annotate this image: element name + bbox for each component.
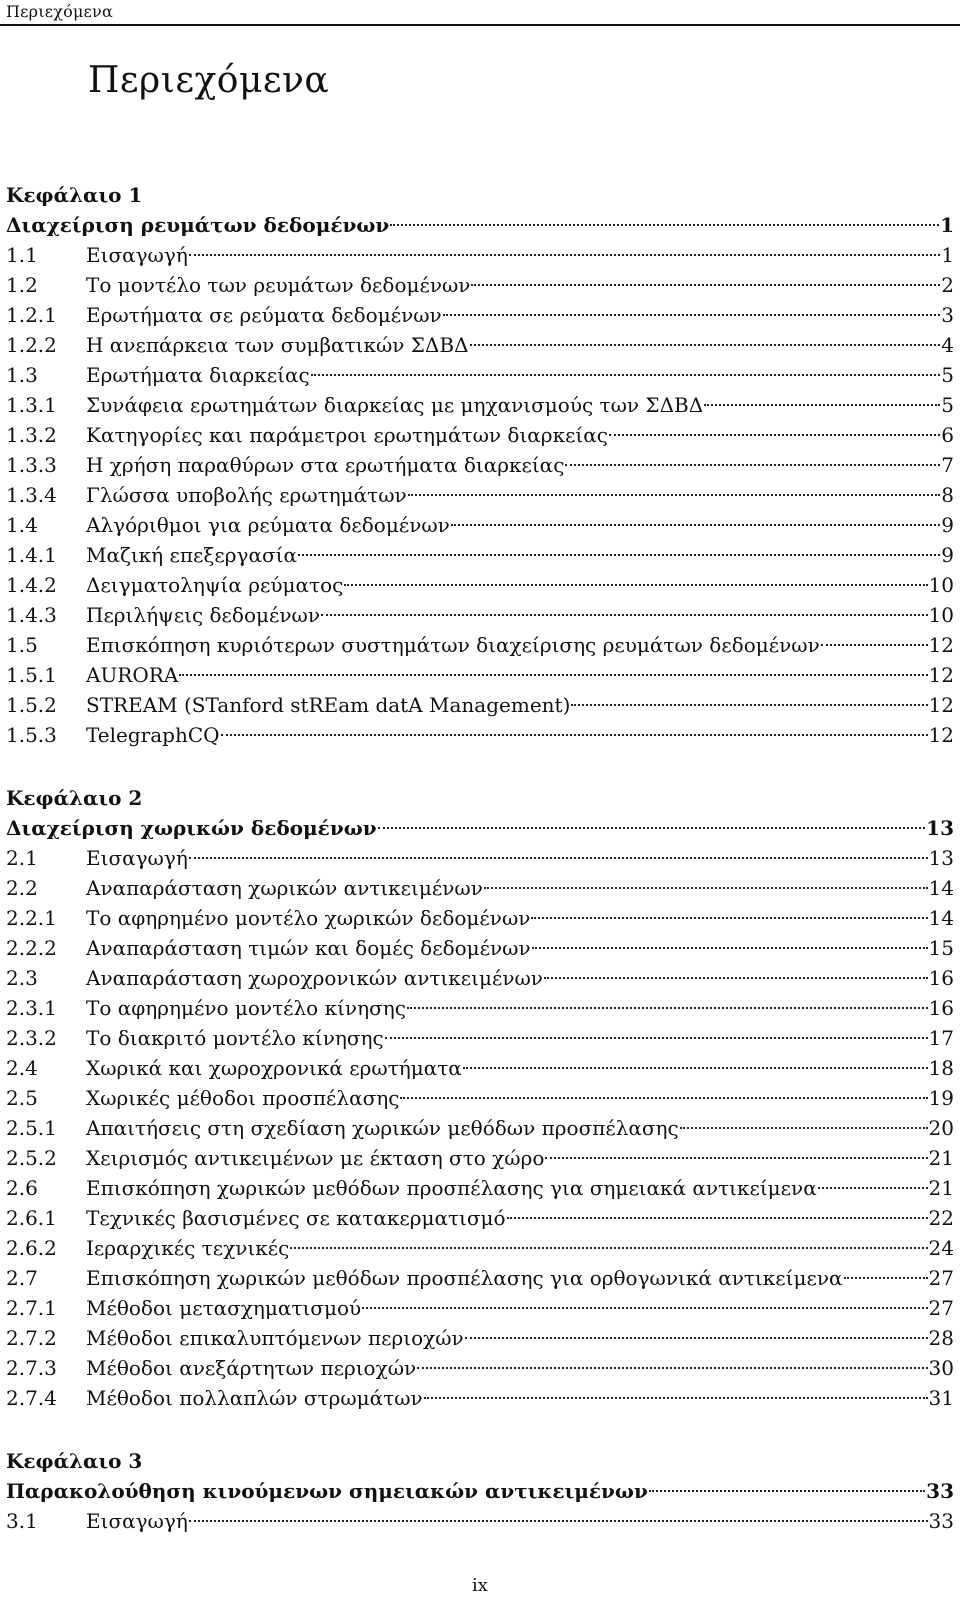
section-title: Συνάφεια ερωτημάτων διαρκείας με μηχανισμούς των ΣΔΒΔ bbox=[86, 393, 704, 417]
page-reference: 18 bbox=[928, 1056, 954, 1080]
toc-entry[interactable] bbox=[6, 1383, 954, 1413]
dot-leader bbox=[565, 464, 940, 466]
section-title: STREAM (STanford stREam datA Management) bbox=[86, 693, 571, 717]
toc-entry[interactable] bbox=[6, 450, 954, 480]
chapter-section bbox=[6, 180, 954, 783]
section-title: Ιεραρχικές τεχνικές bbox=[86, 1236, 290, 1260]
section-number: 1.1 bbox=[6, 243, 38, 267]
toc-entry[interactable] bbox=[6, 1113, 954, 1143]
dot-leader bbox=[649, 1490, 925, 1492]
section-title: Ερωτήματα σε ρεύματα δεδομένων bbox=[86, 303, 442, 327]
toc-entry[interactable] bbox=[6, 660, 954, 690]
section-title: Μέθοδοι επικαλυπτόμενων περιοχών bbox=[86, 1326, 464, 1350]
page-reference: 31 bbox=[928, 1386, 954, 1410]
toc-entry[interactable] bbox=[6, 330, 954, 360]
dot-leader bbox=[545, 1157, 927, 1159]
section-number: 1.3.2 bbox=[6, 423, 57, 447]
page-reference: 14 bbox=[928, 906, 954, 930]
section-title: Χωρικές μέθοδοι προσπέλασης bbox=[86, 1086, 400, 1110]
section-title: Μέθοδοι μετασχηματισμού bbox=[86, 1296, 362, 1320]
page-reference: 27 bbox=[928, 1266, 954, 1290]
dot-leader bbox=[463, 1067, 928, 1069]
dot-leader bbox=[424, 1397, 928, 1399]
dot-leader bbox=[470, 344, 941, 346]
toc-entry[interactable] bbox=[6, 600, 954, 630]
toc-entry[interactable] bbox=[6, 360, 954, 390]
page-reference: 9 bbox=[941, 543, 954, 567]
page-reference: 28 bbox=[928, 1326, 954, 1350]
section-title: Γλώσσα υποβολής ερωτημάτων bbox=[86, 483, 407, 507]
page-reference: 17 bbox=[928, 1026, 954, 1050]
page-reference: 22 bbox=[928, 1206, 954, 1230]
running-header: Περιεχόμενα bbox=[6, 2, 113, 21]
section-number: 1.5.2 bbox=[6, 693, 57, 717]
dot-leader bbox=[189, 254, 940, 256]
page-title: Περιεχόμενα bbox=[88, 60, 330, 101]
page-reference: 19 bbox=[928, 1086, 954, 1110]
toc-entry[interactable] bbox=[6, 993, 954, 1023]
page-reference: 12 bbox=[928, 723, 954, 747]
chapter-label: Κεφάλαιο 2 bbox=[6, 786, 143, 810]
dot-leader bbox=[189, 857, 928, 859]
page-reference: 12 bbox=[928, 663, 954, 687]
dot-leader bbox=[704, 404, 940, 406]
section-title: Μέθοδοι πολλαπλών στρωμάτων bbox=[86, 1386, 423, 1410]
page-reference: 10 bbox=[928, 603, 954, 627]
dot-leader bbox=[531, 917, 927, 919]
section-number: 2.6 bbox=[6, 1176, 38, 1200]
page-reference: 24 bbox=[928, 1236, 954, 1260]
page-reference: 7 bbox=[941, 453, 954, 477]
toc-entry[interactable] bbox=[6, 300, 954, 330]
toc-entry[interactable] bbox=[6, 1233, 954, 1263]
page-reference: 5 bbox=[941, 363, 954, 387]
section-number: 2.5 bbox=[6, 1086, 38, 1110]
dot-leader bbox=[378, 827, 926, 829]
section-title: Αναπαράσταση χωροχρονικών αντικειμένων bbox=[86, 966, 543, 990]
page-reference: 13 bbox=[928, 846, 954, 870]
page-reference: 33 bbox=[928, 1509, 954, 1533]
section-number: 2.7.4 bbox=[6, 1386, 57, 1410]
toc-entry[interactable] bbox=[6, 480, 954, 510]
section-title: Το αφηρημένο μοντέλο κίνησης bbox=[86, 996, 406, 1020]
section-title: Αλγόριθμοι για ρεύματα δεδομένων bbox=[86, 513, 450, 537]
dot-leader bbox=[221, 734, 928, 736]
section-number: 1.5.3 bbox=[6, 723, 57, 747]
chapter-title-entry[interactable] bbox=[6, 210, 954, 240]
page-reference: 6 bbox=[941, 423, 954, 447]
section-number: 2.3.1 bbox=[6, 996, 57, 1020]
section-title: Εισαγωγή bbox=[86, 1509, 188, 1533]
chapter-title: Διαχείριση ρευμάτων δεδομένων bbox=[6, 213, 390, 237]
section-number: 2.2.2 bbox=[6, 936, 57, 960]
dot-leader bbox=[443, 314, 941, 316]
section-title: Απαιτήσεις στη σχεδίαση χωρικών μεθόδων προσπέλασης bbox=[86, 1116, 679, 1140]
header-rule bbox=[0, 24, 960, 26]
toc-entry[interactable] bbox=[6, 843, 954, 873]
chapter-title-entry[interactable] bbox=[6, 1476, 954, 1506]
section-title: Το διακριτό μοντέλο κίνησης bbox=[86, 1026, 384, 1050]
page-reference: 27 bbox=[928, 1296, 954, 1320]
dot-leader bbox=[321, 614, 928, 616]
dot-leader bbox=[407, 1007, 928, 1009]
section-title: Η χρήση παραθύρων στα ερωτήματα διαρκείας bbox=[86, 453, 565, 477]
section-number: 2.7.3 bbox=[6, 1356, 57, 1380]
toc-entry[interactable] bbox=[6, 630, 954, 660]
page-reference: 16 bbox=[928, 996, 954, 1020]
section-number: 1.3.3 bbox=[6, 453, 57, 477]
section-title: Επισκόπηση χωρικών μεθόδων προσπέλασης για ορθογωνικά αντικείμενα bbox=[86, 1266, 843, 1290]
chapter-title-entry[interactable] bbox=[6, 813, 954, 843]
section-title: Εισαγωγή bbox=[86, 846, 188, 870]
dot-leader bbox=[290, 1247, 927, 1249]
section-number: 1.4.3 bbox=[6, 603, 57, 627]
section-title: Μαζική επεξεργασία bbox=[86, 543, 297, 567]
dot-leader bbox=[609, 434, 940, 436]
section-title: TelegraphCQ bbox=[86, 723, 220, 747]
page-reference: 3 bbox=[941, 303, 954, 327]
page-reference: 30 bbox=[928, 1356, 954, 1380]
dot-leader bbox=[179, 674, 927, 676]
section-number: 2.5.1 bbox=[6, 1116, 57, 1140]
dot-leader bbox=[362, 1307, 927, 1309]
toc-entry[interactable] bbox=[6, 933, 954, 963]
dot-leader bbox=[344, 584, 927, 586]
dot-leader bbox=[408, 494, 941, 496]
page-reference: 20 bbox=[928, 1116, 954, 1140]
page-reference: 12 bbox=[928, 633, 954, 657]
page-number: ix bbox=[472, 1575, 488, 1596]
section-title: Η ανεπάρκεια των συμβατικών ΣΔΒΔ bbox=[86, 333, 469, 357]
chapter-section bbox=[6, 783, 954, 1446]
section-title: Χειρισμός αντικειμένων με έκταση στο χώρο bbox=[86, 1146, 545, 1170]
dot-leader bbox=[465, 1337, 928, 1339]
toc-entry[interactable] bbox=[6, 873, 954, 903]
section-number: 1.3.4 bbox=[6, 483, 57, 507]
page-reference: 12 bbox=[928, 693, 954, 717]
section-number: 1.5 bbox=[6, 633, 38, 657]
toc-entry[interactable] bbox=[6, 270, 954, 300]
section-title: Το αφηρημένο μοντέλο χωρικών δεδομένων bbox=[86, 906, 531, 930]
chapter-title: Διαχείριση χωρικών δεδομένων bbox=[6, 816, 377, 840]
dot-leader bbox=[680, 1127, 928, 1129]
chapter-title: Παρακολούθηση κινούμενων σημειακών αντικειμένων bbox=[6, 1479, 648, 1503]
dot-leader bbox=[189, 1520, 928, 1522]
section-number: 1.5.1 bbox=[6, 663, 57, 687]
page-reference: 1 bbox=[940, 213, 954, 237]
section-title: Κατηγορίες και παράμετροι ερωτημάτων διαρκείας bbox=[86, 423, 608, 447]
dot-leader bbox=[844, 1277, 928, 1279]
section-title: Δειγματοληψία ρεύματος bbox=[86, 573, 344, 597]
toc-entry[interactable] bbox=[6, 720, 954, 750]
section-number: 2.2.1 bbox=[6, 906, 57, 930]
section-title: Περιλήψεις δεδομένων bbox=[86, 603, 320, 627]
section-title: AURORA bbox=[86, 663, 179, 687]
section-title: Επισκόπηση χωρικών μεθόδων προσπέλασης για σημειακά αντικείμενα bbox=[86, 1176, 817, 1200]
section-number: 2.7.1 bbox=[6, 1296, 57, 1320]
section-title: Εισαγωγή bbox=[86, 243, 188, 267]
page-reference: 4 bbox=[941, 333, 954, 357]
toc-entry[interactable] bbox=[6, 690, 954, 720]
toc-entry[interactable] bbox=[6, 1173, 954, 1203]
dot-leader bbox=[311, 374, 941, 376]
toc-entry[interactable] bbox=[6, 1263, 954, 1293]
page-reference: 15 bbox=[928, 936, 954, 960]
chapter-spacer bbox=[6, 1413, 954, 1446]
toc-entry[interactable] bbox=[6, 903, 954, 933]
section-number: 1.3 bbox=[6, 363, 38, 387]
page-reference: 21 bbox=[928, 1146, 954, 1170]
section-title: Αναπαράσταση χωρικών αντικειμένων bbox=[86, 876, 483, 900]
page-reference: 21 bbox=[928, 1176, 954, 1200]
dot-leader bbox=[471, 284, 940, 286]
page-reference: 14 bbox=[928, 876, 954, 900]
page-reference: 1 bbox=[941, 243, 954, 267]
section-number: 2.1 bbox=[6, 846, 38, 870]
toc-entry[interactable] bbox=[6, 1506, 954, 1536]
dot-leader bbox=[532, 947, 928, 949]
toc-entry[interactable] bbox=[6, 510, 954, 540]
toc-entry[interactable] bbox=[6, 1083, 954, 1113]
dot-leader bbox=[571, 704, 927, 706]
chapter-label: Κεφάλαιο 1 bbox=[6, 183, 143, 207]
section-number: 1.4 bbox=[6, 513, 38, 537]
section-number: 2.2 bbox=[6, 876, 38, 900]
toc-entry[interactable] bbox=[6, 963, 954, 993]
toc-entry[interactable] bbox=[6, 1023, 954, 1053]
dot-leader bbox=[818, 1187, 928, 1189]
toc-entry[interactable] bbox=[6, 1143, 954, 1173]
toc-entry[interactable] bbox=[6, 1203, 954, 1233]
dot-leader bbox=[451, 524, 940, 526]
section-title: Αναπαράσταση τιμών και δομές δεδομένων bbox=[86, 936, 531, 960]
section-number: 2.5.2 bbox=[6, 1146, 57, 1170]
dot-leader bbox=[484, 887, 928, 889]
chapter-section bbox=[6, 1446, 954, 1536]
toc-entry[interactable] bbox=[6, 1053, 954, 1083]
section-title: Ερωτήματα διαρκείας bbox=[86, 363, 310, 387]
section-number: 2.3 bbox=[6, 966, 38, 990]
page-reference: 16 bbox=[928, 966, 954, 990]
dot-leader bbox=[507, 1217, 928, 1219]
toc-entry[interactable] bbox=[6, 420, 954, 450]
toc-entry[interactable] bbox=[6, 390, 954, 420]
toc-entry[interactable] bbox=[6, 1353, 954, 1383]
page-reference: 5 bbox=[941, 393, 954, 417]
dot-leader bbox=[400, 1097, 927, 1099]
page-reference: 10 bbox=[928, 573, 954, 597]
section-number: 2.4 bbox=[6, 1056, 38, 1080]
dot-leader bbox=[417, 1367, 927, 1369]
page-reference: 33 bbox=[926, 1479, 954, 1503]
section-number: 1.2.2 bbox=[6, 333, 57, 357]
section-number: 2.6.1 bbox=[6, 1206, 57, 1230]
section-title: Το μοντέλο των ρευμάτων δεδομένων bbox=[86, 273, 471, 297]
dot-leader bbox=[821, 644, 928, 646]
toc-entry[interactable] bbox=[6, 240, 954, 270]
section-number: 1.3.1 bbox=[6, 393, 57, 417]
section-title: Χωρικά και χωροχρονικά ερωτήματα bbox=[86, 1056, 462, 1080]
section-number: 2.7 bbox=[6, 1266, 38, 1290]
section-number: 1.2.1 bbox=[6, 303, 57, 327]
table-of-contents bbox=[6, 180, 954, 1536]
toc-entry[interactable] bbox=[6, 1293, 954, 1323]
section-title: Τεχνικές βασισμένες σε κατακερματισμό bbox=[86, 1206, 506, 1230]
page-reference: 13 bbox=[926, 816, 954, 840]
section-number: 2.7.2 bbox=[6, 1326, 57, 1350]
section-number: 3.1 bbox=[6, 1509, 38, 1533]
page-reference: 8 bbox=[941, 483, 954, 507]
section-number: 1.4.1 bbox=[6, 543, 57, 567]
toc-entry[interactable] bbox=[6, 540, 954, 570]
section-number: 1.4.2 bbox=[6, 573, 57, 597]
toc-entry[interactable] bbox=[6, 1323, 954, 1353]
toc-entry[interactable] bbox=[6, 570, 954, 600]
section-title: Μέθοδοι ανεξάρτητων περιοχών bbox=[86, 1356, 417, 1380]
chapter-spacer bbox=[6, 750, 954, 783]
section-title: Επισκόπηση κυριότερων συστημάτων διαχείρισης ρευμάτων δεδομένων bbox=[86, 633, 820, 657]
section-number: 1.2 bbox=[6, 273, 38, 297]
chapter-label: Κεφάλαιο 3 bbox=[6, 1449, 143, 1473]
dot-leader bbox=[385, 1037, 928, 1039]
dot-leader bbox=[544, 977, 928, 979]
dot-leader bbox=[298, 554, 940, 556]
section-number: 2.3.2 bbox=[6, 1026, 57, 1050]
dot-leader bbox=[390, 224, 939, 226]
page-reference: 9 bbox=[941, 513, 954, 537]
section-number: 2.6.2 bbox=[6, 1236, 57, 1260]
page-reference: 2 bbox=[941, 273, 954, 297]
